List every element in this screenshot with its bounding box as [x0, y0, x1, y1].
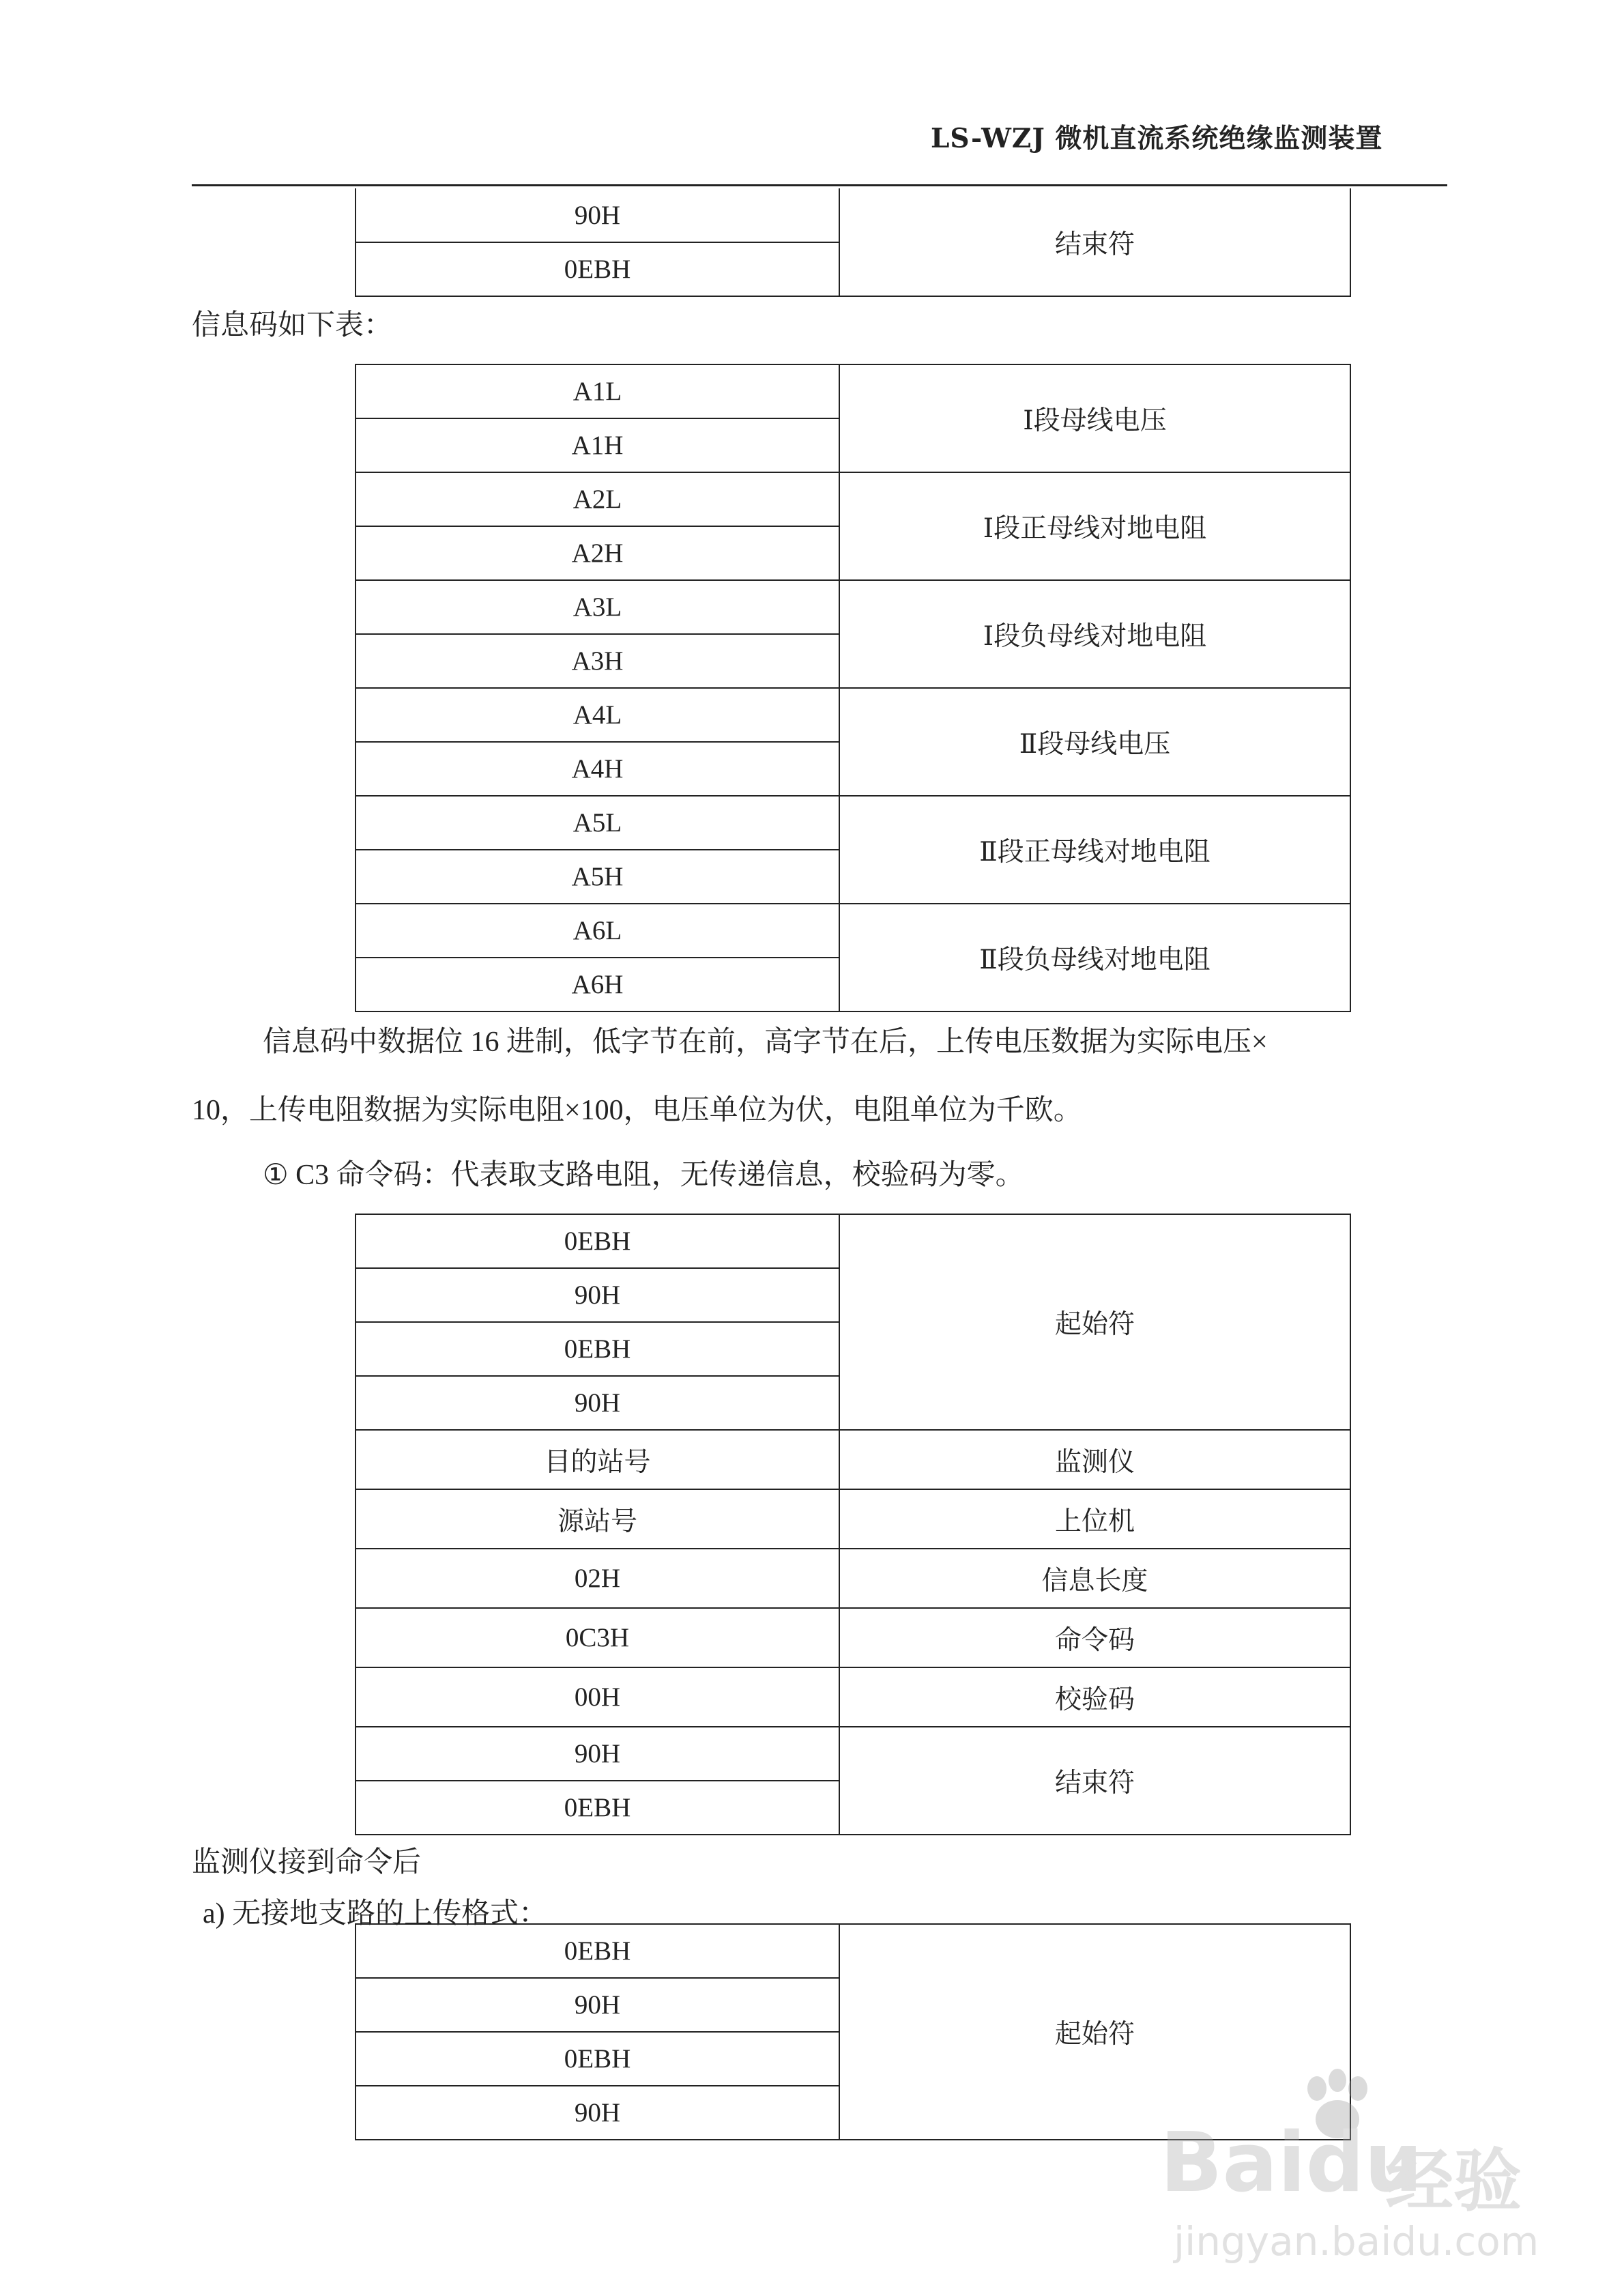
table-cell: 0C3H	[356, 1608, 839, 1667]
table-cell: 02H	[356, 1549, 839, 1608]
table-cell-label: Ⅰ段母线电压	[839, 364, 1350, 472]
table-cell: A6H	[356, 958, 839, 1011]
table-cell: 0EBH	[356, 242, 839, 296]
watermark-url: jingyan.baidu.com	[1174, 2218, 1539, 2265]
table-cell: 0EBH	[356, 1322, 839, 1376]
upload-format-heading: a) 无接地支路的上传格式：	[203, 1898, 548, 1929]
table-cell: 0EBH	[356, 1214, 839, 1268]
table-cell: 90H	[356, 188, 839, 242]
table-cell: A5L	[356, 796, 839, 850]
table-cell-label: 监测仪	[839, 1430, 1350, 1489]
table-cell: A1H	[356, 418, 839, 472]
table-cell-label: 校验码	[839, 1667, 1350, 1727]
table-cell-label: Ⅱ段正母线对地电阻	[839, 796, 1350, 904]
table-cell: 0EBH	[356, 1781, 839, 1835]
table-cell: 0EBH	[356, 1924, 839, 1978]
table-cell: 90H	[356, 1268, 839, 1322]
table-cell: A4H	[356, 742, 839, 796]
table-cell: 目的站号	[356, 1430, 839, 1489]
after-command-text: 监测仪接到命令后	[192, 1847, 422, 1878]
table-cell-label: 上位机	[839, 1489, 1350, 1549]
paragraph-line-2: 10，上传电阻数据为实际电阻×100，电压单位为伏，电阻单位为千欧。	[192, 1095, 1082, 1126]
table-cell: A3L	[356, 580, 839, 634]
info-intro: 信息码如下表：	[192, 310, 393, 341]
c3-command-table	[355, 1214, 1351, 1835]
table-cell: A2L	[356, 472, 839, 526]
paragraph-line-1: 信息码中数据位 16 进制，低字节在前，高字节在后，上传电压数据为实际电压×	[263, 1027, 1268, 1058]
table-cell-label: 命令码	[839, 1608, 1350, 1667]
table-cell: 0EBH	[356, 2032, 839, 2086]
table-cell: 源站号	[356, 1489, 839, 1549]
c3-command-line: ① C3 命令码：代表取支路电阻，无传递信息，校验码为零。	[263, 1160, 1024, 1191]
table-cell-label: 结束符	[839, 188, 1350, 296]
info-code-table	[355, 364, 1351, 1012]
table-cell: A3H	[356, 634, 839, 688]
table-cell: A1L	[356, 364, 839, 418]
table-cell: 90H	[356, 1727, 839, 1781]
table-cell: A5H	[356, 850, 839, 904]
table-cell: A2H	[356, 526, 839, 580]
table-cell-label: Ⅱ段母线电压	[839, 688, 1350, 796]
table-cell: A4L	[356, 688, 839, 742]
watermark-brand: Baidu	[1160, 2116, 1423, 2211]
page-header: LS-WZJ 微机直流系统绝缘监测装置	[931, 123, 1383, 154]
table-cell-label: 信息长度	[839, 1549, 1350, 1608]
table-cell-label: Ⅰ段正母线对地电阻	[839, 472, 1350, 580]
baidu-watermark	[1160, 2068, 1542, 2273]
header-rule	[192, 184, 1447, 186]
table-cell-label: Ⅰ段负母线对地电阻	[839, 580, 1350, 688]
table-cell: 90H	[356, 1978, 839, 2032]
table-cell: A6L	[356, 904, 839, 958]
table-cell-label: 起始符	[839, 1924, 1350, 2140]
watermark-cn: 经验	[1385, 2141, 1522, 2221]
table-cell-label: Ⅱ段负母线对地电阻	[839, 904, 1350, 1011]
table-cell: 90H	[356, 1376, 839, 1430]
table-cell-label: 起始符	[839, 1214, 1350, 1430]
table-cell-label: 结束符	[839, 1727, 1350, 1835]
table-cell: 00H	[356, 1667, 839, 1727]
table-cell: 90H	[356, 2086, 839, 2140]
end-marker-table	[355, 188, 1351, 297]
